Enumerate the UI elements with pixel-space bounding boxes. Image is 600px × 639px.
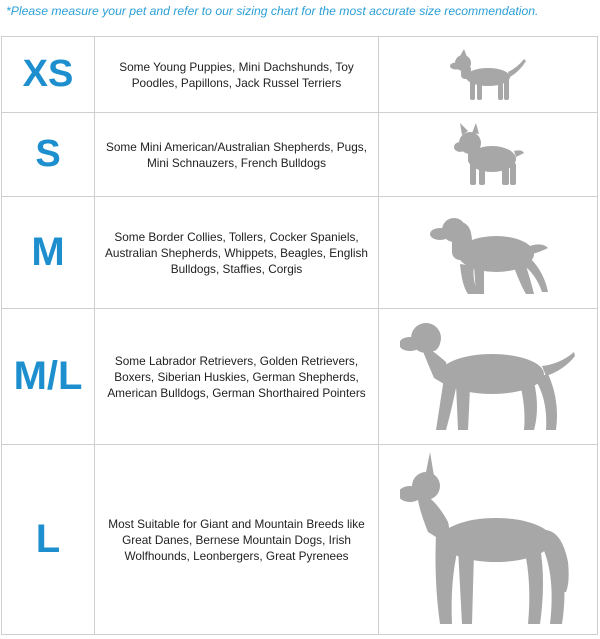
size-label: M/L [2, 309, 95, 445]
sizing-note: *Please measure your pet and refer to our sizing chart for the most accurate size recommendation. [6, 4, 539, 18]
size-row-s [2, 113, 598, 197]
size-chart-table [1, 36, 598, 635]
size-row-l [2, 445, 598, 635]
small-dog-icon [448, 47, 528, 103]
dog-image-cell [379, 37, 598, 113]
dog-image-cell [379, 445, 598, 635]
dog-image-cell [379, 113, 598, 197]
breed-list: Some Young Puppies, Mini Dachshunds, Toy Poodles, Papillons, Jack Russel Terriers [95, 37, 379, 113]
dog-image-cell [379, 197, 598, 309]
labrador-icon [400, 318, 576, 436]
french-bulldog-icon [446, 123, 530, 187]
size-row-m [2, 197, 598, 309]
breed-list: Some Labrador Retrievers, Golden Retrievers, Boxers, Siberian Huskies, German Shepherds, American Bulldogs, German Shorthaired Pointers [95, 309, 379, 445]
size-row-xs [2, 37, 598, 113]
size-label: M [2, 197, 95, 309]
size-row-ml [2, 309, 598, 445]
breed-list: Some Mini American/Australian Shepherds, Pugs, Mini Schnauzers, French Bulldogs [95, 113, 379, 197]
spaniel-icon [426, 208, 550, 298]
size-label: S [2, 113, 95, 197]
size-label: XS [2, 37, 95, 113]
size-label: L [2, 445, 95, 635]
breed-list: Most Suitable for Giant and Mountain Breeds like Great Danes, Bernese Mountain Dogs, Irish Wolfhounds, Leonbergers, Great Pyrenees [95, 445, 379, 635]
breed-list: Some Border Collies, Tollers, Cocker Spaniels, Australian Shepherds, Whippets, Beagles, English Bulldogs, Staffies, Corgis [95, 197, 379, 309]
great-dane-icon [400, 452, 576, 628]
dog-image-cell [379, 309, 598, 445]
